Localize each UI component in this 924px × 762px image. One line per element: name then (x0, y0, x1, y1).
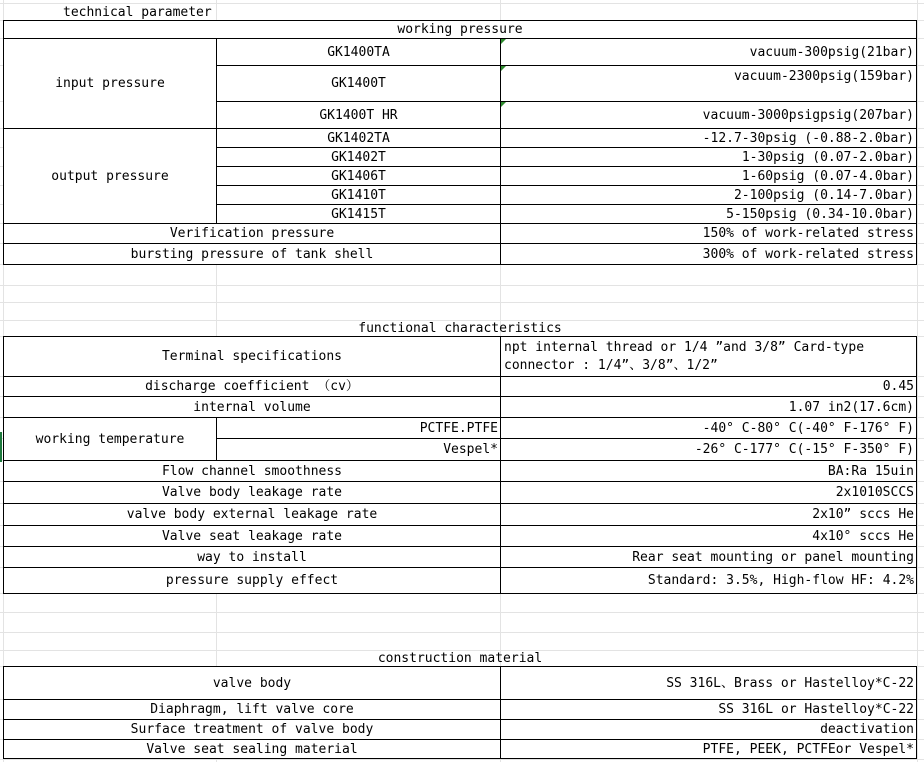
temperature-material-cell: PCTFE.PTFE (216, 417, 501, 439)
smoothness-label: Flow channel smoothness (3, 460, 501, 482)
gridline (917, 0, 918, 762)
temperature-value-cell: -26° C-177° C(-15° F-350° F) (500, 438, 917, 461)
model-cell: GK1410T (216, 185, 501, 205)
model-cell: GK1402TA (216, 128, 501, 148)
discharge-coefficient-label: discharge coefficient （cv） (3, 376, 501, 397)
valve-body-label: valve body (3, 666, 501, 700)
diaphragm-value: SS 316L or Hastelloy*C-22 (500, 699, 917, 720)
section-title-construction: construction material (3, 650, 917, 667)
temperature-material-cell: Vespel* (216, 438, 501, 461)
model-cell: GK1400T HR (216, 101, 501, 129)
seat-leakage-value: 4x10° sccs He (500, 525, 917, 547)
model-cell: GK1415T (216, 204, 501, 224)
value-cell: -12.7-30psig (-0.88-2.0bar) (500, 128, 917, 148)
value-cell: 5-150psig (0.34-10.0bar) (500, 204, 917, 224)
verification-pressure-label: Verification pressure (3, 223, 501, 244)
working-temperature-label: working temperature (3, 417, 217, 461)
header-working-pressure: working pressure (3, 20, 917, 39)
internal-volume-label: internal volume (3, 396, 501, 418)
gridline (0, 302, 924, 303)
surface-treatment-label: Surface treatment of valve body (3, 719, 501, 740)
gridline (0, 759, 924, 760)
model-cell: GK1402T (216, 147, 501, 167)
model-cell: GK1400T (216, 65, 501, 102)
section-title-functional: functional characteristics (3, 320, 917, 337)
install-label: way to install (3, 546, 501, 568)
supply-effect-label: pressure supply effect (3, 567, 501, 594)
verification-pressure-value: 150% of work-related stress (500, 223, 917, 244)
seal-material-value: PTFE, PEEK, PCTFEor Vespel* (500, 739, 917, 759)
output-pressure-label: output pressure (3, 128, 217, 224)
section-title-technical: technical parameter (63, 4, 212, 20)
surface-treatment-value: deactivation (500, 719, 917, 740)
discharge-coefficient-value: 0.45 (500, 376, 917, 397)
smoothness-value: BA:Ra 15uin (500, 460, 917, 482)
value-cell: 1-60psig (0.07-4.0bar) (500, 166, 917, 186)
external-leakage-value: 2x10” sccs He (500, 503, 917, 526)
seat-leakage-label: Valve seat leakage rate (3, 525, 501, 547)
internal-volume-value: 1.07 in2(17.6cm) (500, 396, 917, 418)
external-leakage-label: valve body external leakage rate (3, 503, 501, 526)
bursting-pressure-value: 300% of work-related stress (500, 243, 917, 265)
valve-body-value: SS 316L、Brass or Hastelloy*C-22 (500, 666, 917, 700)
selected-row-indicator (0, 432, 2, 462)
diaphragm-label: Diaphragm, lift valve core (3, 699, 501, 720)
value-cell: 1-30psig (0.07-2.0bar) (500, 147, 917, 167)
body-leakage-value: 2x1010SCCS (500, 481, 917, 504)
model-cell: GK1400TA (216, 38, 501, 66)
body-leakage-label: Valve body leakage rate (3, 481, 501, 504)
value-cell: vacuum-3000psigpsig(207bar) (500, 101, 917, 129)
bursting-pressure-label: bursting pressure of tank shell (3, 243, 501, 265)
value-cell: vacuum-2300psig(159bar) (500, 65, 917, 102)
value-cell: 2-100psig (0.14-7.0bar) (500, 185, 917, 205)
gridline (0, 285, 924, 286)
gridline (0, 632, 924, 633)
value-cell: vacuum-300psig(21bar) (500, 38, 917, 66)
seal-material-label: Valve seat sealing material (3, 739, 501, 759)
install-value: Rear seat mounting or panel mounting (500, 546, 917, 568)
model-cell: GK1406T (216, 166, 501, 186)
terminal-spec-value: npt internal thread or 1/4 ”and 3/8” Card-type connector : 1/4”、3/8”、1/2” (500, 336, 917, 377)
temperature-value-cell: -40° C-80° C(-40° F-176° F) (500, 417, 917, 439)
gridline (0, 612, 924, 613)
input-pressure-label: input pressure (3, 38, 217, 129)
terminal-spec-label: Terminal specifications (3, 336, 501, 377)
supply-effect-value: Standard: 3.5%, High-flow HF: 4.2% (500, 567, 917, 594)
